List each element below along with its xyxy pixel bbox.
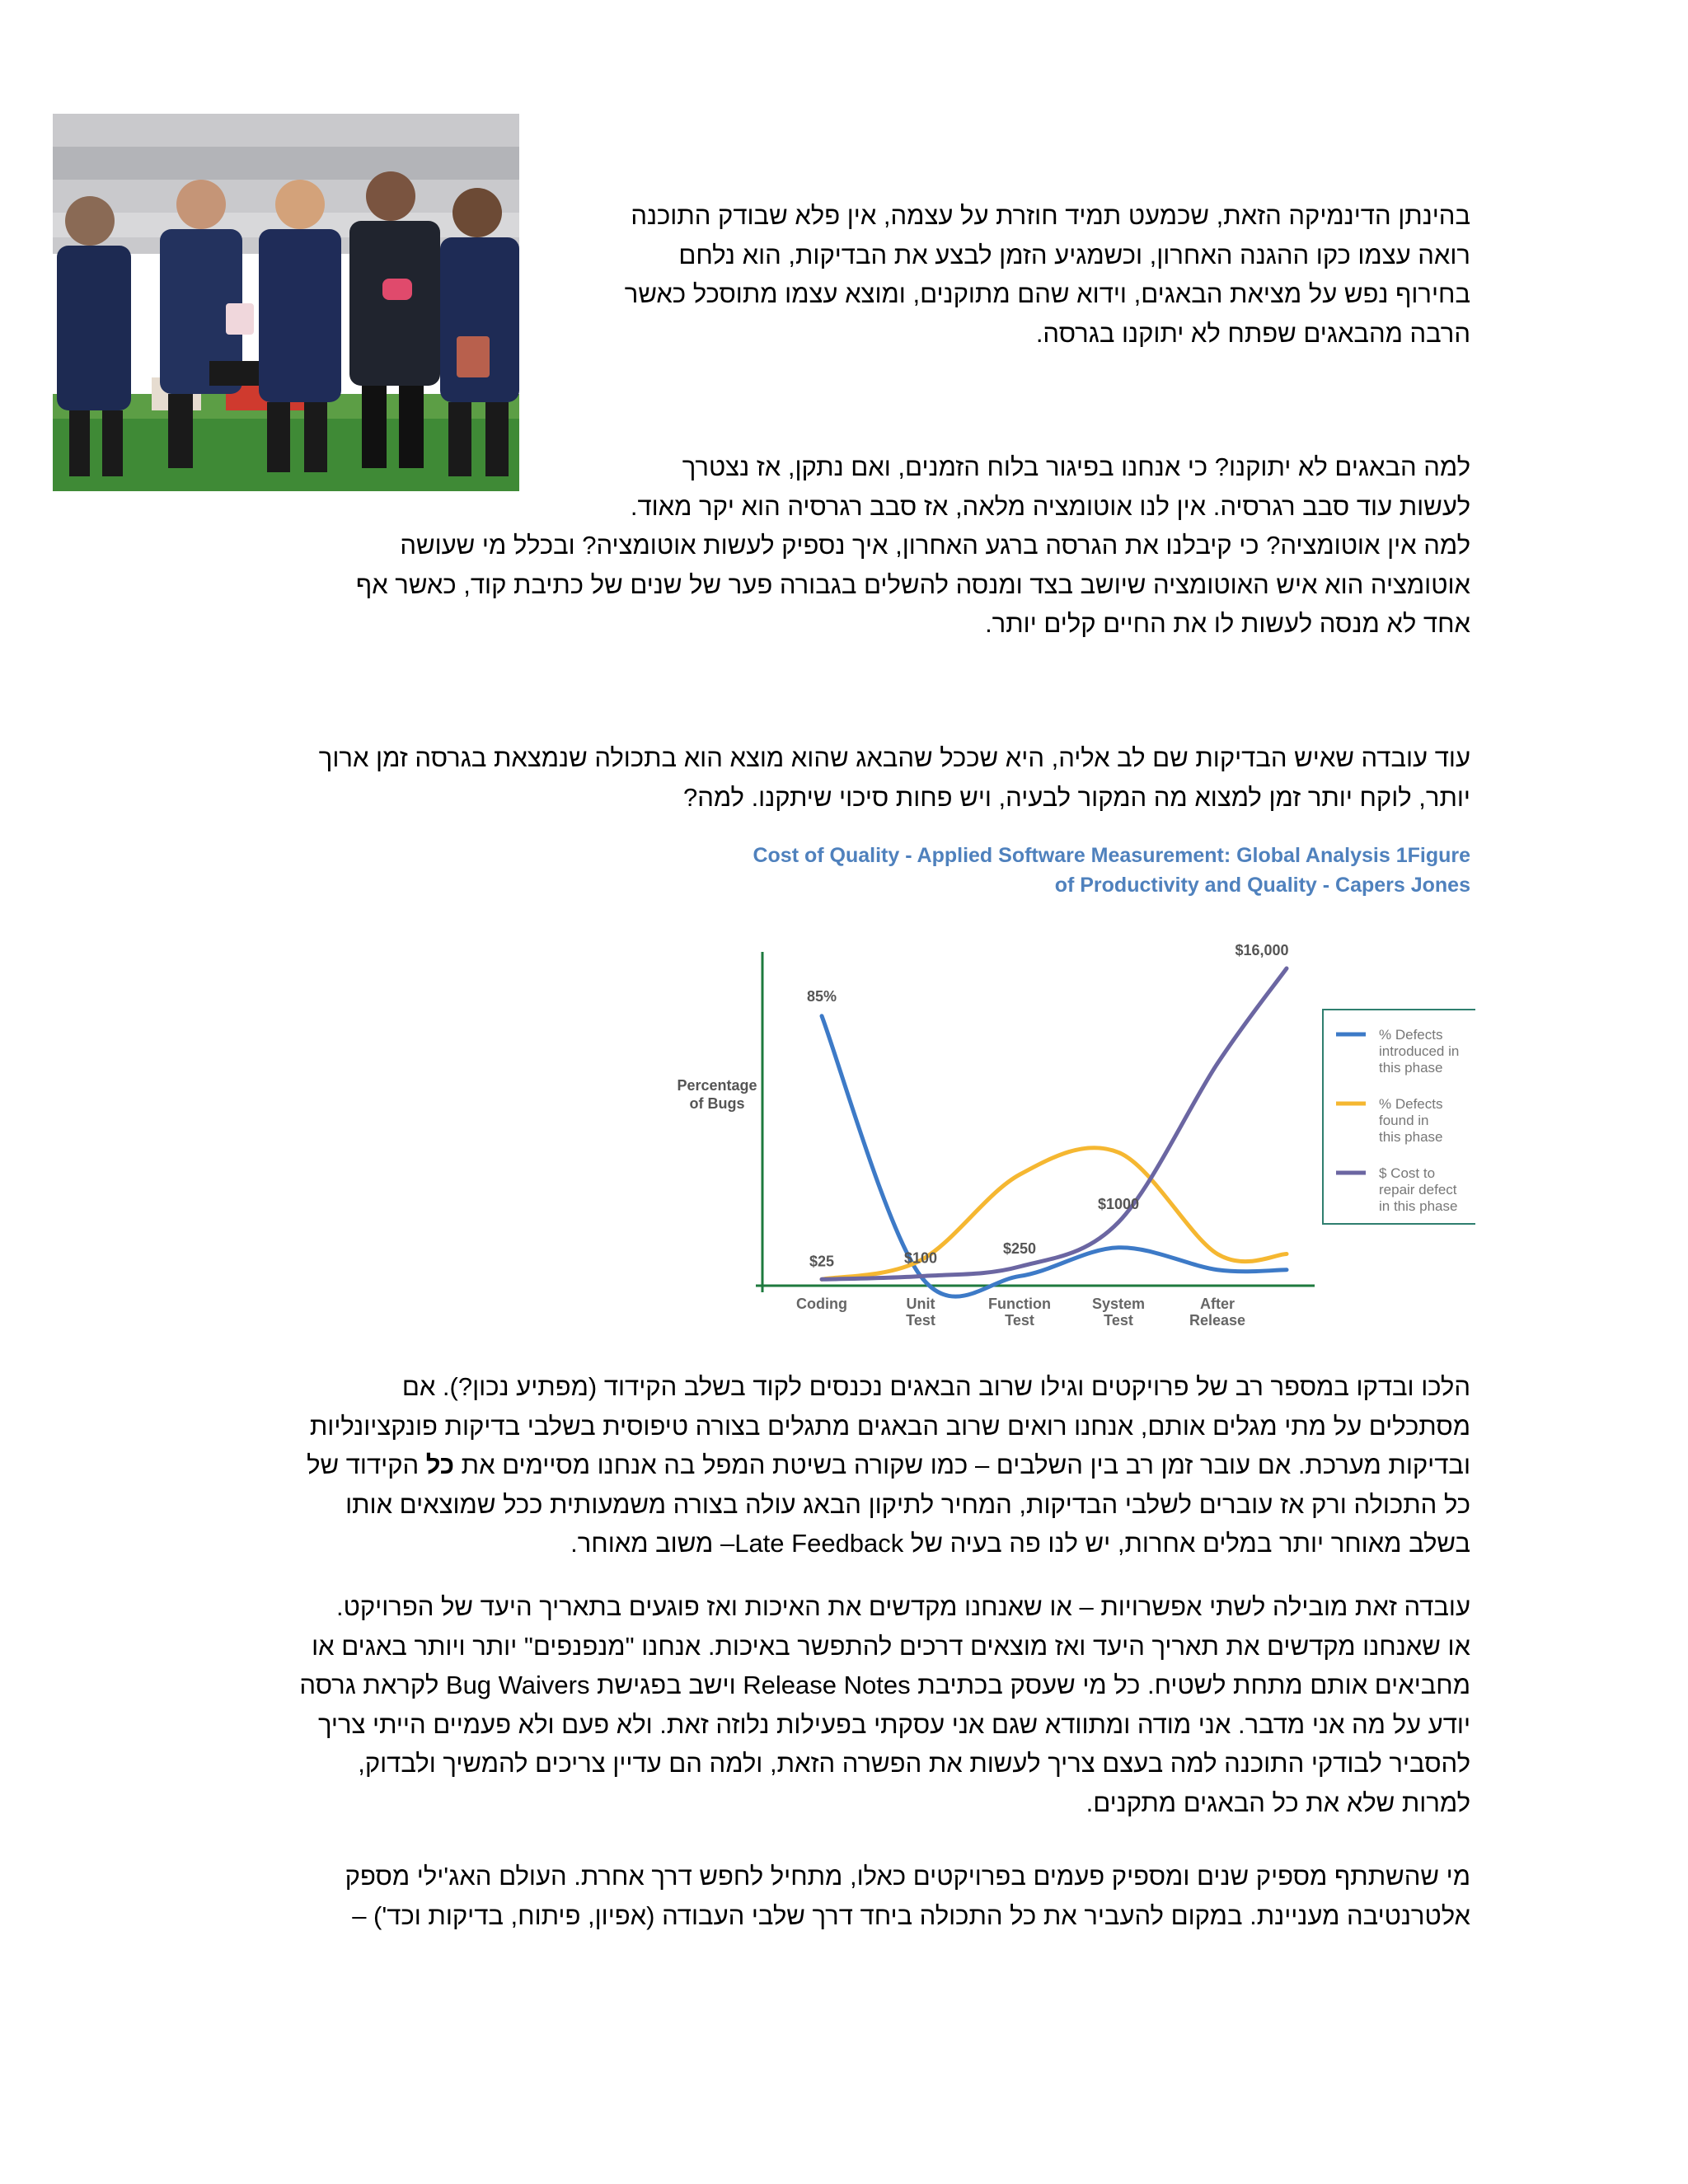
text-line: אוטומציה הוא איש האוטומציה שיושב בצד ומנסה להשלים בגבורה פער של שנים של כתיבת קוד, כאשר אף bbox=[355, 569, 1470, 599]
text-line: למה הבאגים לא יתוקנו? כי אנחנו בפיגור בלוח הזמנים, ואם נתקן, אז נצטרך bbox=[682, 452, 1470, 481]
figure-caption bbox=[646, 841, 1470, 900]
cost-data-label: $250 bbox=[1002, 1240, 1037, 1257]
text-line: הלכו ובדקו במספר רב של פרויקטים וגילו שרוב הבאגים נכנסים לקוד בשלב הקידוד (מפתיע נכון?). אם bbox=[401, 1372, 1470, 1401]
text-line: לעשות עוד סבב רגרסיה. אין לנו אוטומציה מלאה, אז סבב רגרסיה הוא יקר מאוד. bbox=[630, 491, 1470, 521]
text-line: עובדה זאת מובילה לשתי אפשרויות – או שאנחנו מקדשים את האיכות ואז פוגעים בתאריך היעד של הפרויקט. bbox=[336, 1592, 1470, 1621]
text-line bbox=[307, 1446, 1470, 1485]
legend-label: % Defects bbox=[1379, 1027, 1443, 1043]
cost-data-label: $100 bbox=[903, 1249, 938, 1267]
series-line-3 bbox=[822, 968, 1287, 1279]
x-tick-label: Function bbox=[988, 1296, 1051, 1312]
cost-data-label: $1000 bbox=[1097, 1196, 1140, 1212]
text-line: הרבה מהבאגים שפתח לא יתוקנו בגרסה. bbox=[1035, 318, 1470, 348]
legend-label: this phase bbox=[1379, 1060, 1443, 1076]
legend-label: introduced in bbox=[1379, 1043, 1460, 1059]
x-tick-label: Test bbox=[906, 1312, 935, 1329]
text-line: יותר, לוקח יותר זמן למצוא מה המקור לבעיה, ויש פחות סיכוי שיתקנו. למה? bbox=[682, 782, 1470, 812]
legend-label: $ Cost to bbox=[1379, 1165, 1436, 1181]
text-line: יודע על מה אני מדבר. אני מודה ומתוודא שגם אני עסקתי בפעילות נלוזה זאת. ולא פעם ולא פעמיים הייתי צריך bbox=[317, 1709, 1470, 1739]
y-axis-label-line: Percentage bbox=[677, 1077, 757, 1094]
cost-of-quality-chart bbox=[651, 931, 1475, 1335]
x-tick-label: After bbox=[1199, 1296, 1236, 1312]
text-line: למרות שלא את כל הבאגים מתקנים. bbox=[1085, 1788, 1470, 1817]
x-tick-label: Test bbox=[1104, 1312, 1133, 1329]
text-line: רואה עצמו כקו ההגנה האחרון, וכשמגיע הזמן לבצע את הבדיקות, הוא נלחם bbox=[678, 240, 1470, 269]
text-segment: הקידוד של bbox=[307, 1451, 426, 1479]
text-line: בהינתן הדינמיקה הזאת, שכמעט תמיד חוזרת על עצמה, אין פלא שבודק התוכנה bbox=[631, 201, 1470, 230]
caption-line: of Productivity and Quality - Capers Jones bbox=[1054, 874, 1470, 897]
caption-line: Cost of Quality - Applied Software Measurement: Global Analysis 1Figure bbox=[753, 844, 1470, 867]
peak-data-label: 85% bbox=[806, 987, 837, 1005]
x-tick-label: Test bbox=[1005, 1312, 1034, 1329]
text-line: מי שהשתתף מספיק שנים ומספיק פעמים בפרויקטים כאלו, מתחיל לחפש דרך אחרת. העולם האג'ילי מספק bbox=[345, 1862, 1470, 1891]
paragraph-3 bbox=[319, 738, 1470, 817]
text-line: כל התכולה ורק אז עוברים לשלבי הבדיקות, המחיר לתיקון הבאג עולה בצורה משמעותית ככל שמוצאים אותו bbox=[345, 1489, 1470, 1519]
legend-label: found in bbox=[1379, 1113, 1429, 1128]
football-players-image bbox=[53, 114, 519, 491]
text-line: מסתכלים על מתי מגלים אותם, אנחנו רואים שרוב הבאגים מתגלים בצורה טיפוסית בשלבי בדיקות פונקציונליות bbox=[309, 1411, 1470, 1441]
paragraph-5 bbox=[299, 1587, 1470, 1822]
paragraph-1 bbox=[625, 196, 1470, 353]
text-line: בשלב מאוחר יותר במלים אחרות, יש לנו פה בעיה של Late Feedback– משוב מאוחר. bbox=[570, 1529, 1470, 1558]
paragraph-4 bbox=[307, 1367, 1470, 1563]
football-players-photo bbox=[53, 114, 519, 491]
legend-label: in this phase bbox=[1379, 1198, 1458, 1214]
y-axis-label-line: of Bugs bbox=[689, 1095, 745, 1112]
text-line: אחד לא מנסה לעשות לו את החיים קלים יותר. bbox=[985, 609, 1470, 638]
cost-data-label: $16,000 bbox=[1235, 942, 1289, 958]
text-line: עוד עובדה שאיש הבדיקות שם לב אליה, היא שככל שהבאג שהוא מוצא הוא בתכולה שנמצאת בגרסה זמן ארוך bbox=[318, 743, 1470, 772]
paragraph-6 bbox=[345, 1857, 1470, 1935]
x-tick-label: System bbox=[1091, 1296, 1146, 1312]
text-segment: ובדיקות מערכת. אם עובר זמן רב בין השלבים – כמו שקורה בשיטת המפל בה אנחנו מסיימים את bbox=[454, 1451, 1470, 1479]
text-line: בחירוף נפש על מציאת הבאגים, וידוא שהם מתוקנים, ומוצא עצמו מתוסכל כאשר bbox=[624, 279, 1470, 308]
text-line: מחביאים אותם מתחת לשטיח. כל מי שעסק בכתיבת Release Notes וישב בפגישת Bug Waivers לקראת גרסה bbox=[299, 1671, 1470, 1699]
cost-data-label: $25 bbox=[809, 1253, 835, 1270]
bold-word: כל bbox=[425, 1451, 455, 1479]
x-tick-label: Coding bbox=[796, 1296, 847, 1312]
legend-label: this phase bbox=[1379, 1129, 1443, 1145]
text-line: או שאנחנו מקדשים את תאריך היעד ואז מוצאים דרכים להתפשר באיכות. אנחנו "מנפנפים" יותר ויותר באגים או bbox=[312, 1631, 1470, 1661]
x-tick-label: Unit bbox=[906, 1296, 935, 1312]
text-line: להסביר לבודקי התוכנה למה בעצם צריך לעשות את הפשרה הזאת, ולמה הם עדיין צריכים להמשיך ולבדוק, bbox=[358, 1749, 1470, 1778]
text-line: אלטרנטיבה מעניינת. במקום להעביר את כל התכולה ביחד דרך שלבי העבודה (אפיון, פיתוח, בדיקות וכד') – bbox=[352, 1900, 1470, 1930]
text-line: למה אין אוטומציה? כי קיבלנו את הגרסה ברגע האחרון, איך נספיק לעשות אוטומציה? ובכלל מי שעושה bbox=[400, 531, 1470, 560]
x-tick-label: Release bbox=[1189, 1312, 1246, 1329]
paragraph-2 bbox=[356, 448, 1470, 644]
legend-label: repair defect bbox=[1379, 1182, 1457, 1197]
legend-label: % Defects bbox=[1379, 1096, 1443, 1112]
